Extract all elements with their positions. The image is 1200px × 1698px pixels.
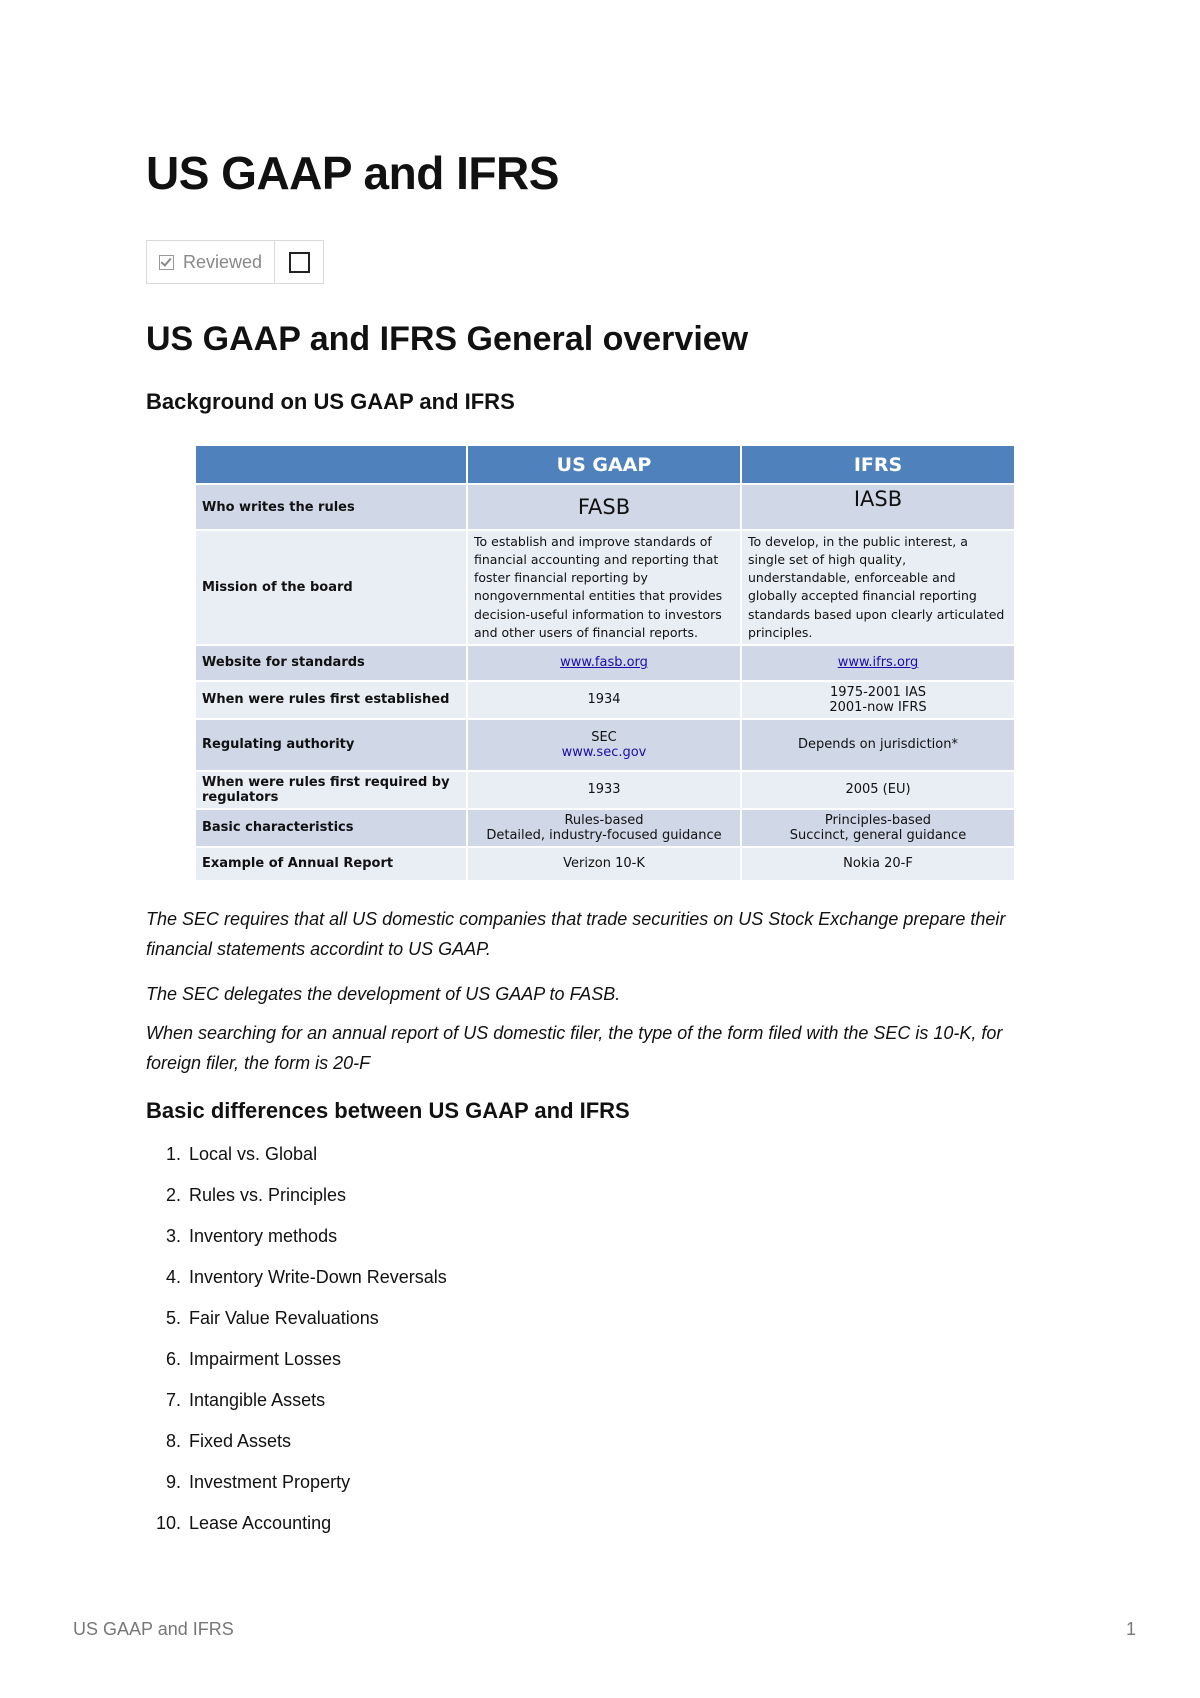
row-label: When were rules first established [195,681,467,719]
paragraph: The SEC requires that all US domestic companies that trade securities on US Stock Exchange prepare their financial statements accordint to US GAAP. [146,909,1006,959]
list-item: 8. Fixed Assets [165,1431,292,1451]
ifrs-cell [741,645,1015,681]
fasb-link[interactable]: www.fasb.org [560,655,648,671]
list-item-text: Intangible Assets [189,1390,326,1410]
row-label: Example of Annual Report [195,847,467,881]
list-item: 6. Impairment Losses [165,1349,342,1369]
list-item-text: Fair Value Revaluations [189,1308,379,1328]
gaap-cell: To establish and improve standards of financial accounting and reporting that foster financial reporting by nongovernmental entities that provides decision-useful information to investors and other users of financial reports. [467,530,741,645]
row-label: Mission of the board [195,530,467,645]
table-row [195,809,1015,847]
table-row [195,847,1015,881]
ifrs-cell: Nokia 20-F [741,847,1015,881]
comparison-table [194,444,1016,882]
gaap-cell [467,719,741,771]
reviewed-checkbox[interactable] [275,241,323,283]
list-item: 2. Rules vs. Principles [165,1185,347,1205]
list-item-text: Fixed Assets [189,1431,292,1451]
row-label: Regulating authority [195,719,467,771]
gaap-cell-line: SEC [591,729,617,745]
paragraph: The SEC delegates the development of US GAAP to FASB. [146,984,621,1004]
table-row [195,484,1015,530]
row-label: Basic characteristics [195,809,467,847]
list-item-text: Rules vs. Principles [189,1185,347,1205]
differences-list [146,1134,447,1544]
table-row [195,530,1015,645]
ifrs-cell-line: 2001-now IFRS [829,699,927,715]
row-label: When were rules first required by regulators [195,771,467,809]
reviewed-label: Reviewed [183,251,263,272]
table-row [195,645,1015,681]
list-item: 4. Inventory Write-Down Reversals [165,1267,447,1287]
table-row [195,771,1015,809]
list-item-text: Inventory methods [189,1226,338,1246]
list-item: 1. Local vs. Global [165,1144,318,1164]
list-item: 7. Intangible Assets [165,1390,326,1410]
sec-link[interactable]: www.sec.gov [561,744,647,760]
list-item-text: Lease Accounting [189,1513,332,1533]
ifrs-cell [741,809,1015,847]
gaap-cell: 1934 [467,681,741,719]
reviewed-property [146,240,324,284]
gaap-cell [467,645,741,681]
header-cell-blank [195,445,467,484]
table-row [195,681,1015,719]
header-cell-us-gaap: US GAAP [467,445,741,484]
list-item-text: Local vs. Global [189,1144,318,1164]
ifrs-cell-line: 1975-2001 IAS [830,684,926,700]
list-item: 9. Investment Property [165,1472,351,1492]
ifrs-cell-line: Principles-based [824,812,932,828]
table-header-row [195,445,1015,484]
list-item: 5. Fair Value Revaluations [165,1308,379,1328]
gaap-cell [467,809,741,847]
ifrs-cell: To develop, in the public interest, a single set of high quality, understandable, enforceable and globally accepted financial reporting standards based upon clearly articulated principles. [741,530,1015,645]
checkbox-icon [159,255,174,270]
header-cell-ifrs: IFRS [741,445,1015,484]
ifrs-link[interactable]: www.ifrs.org [837,655,919,671]
ifrs-cell [741,681,1015,719]
gaap-cell-line: Detailed, industry-focused guidance [486,827,722,843]
gaap-cell: 1933 [467,771,741,809]
gaap-cell: FASB [467,484,741,530]
background-heading: Background on US GAAP and IFRS [146,389,515,414]
gaap-cell-line: Rules-based [564,812,644,828]
reviewed-label-cell [147,241,275,283]
ifrs-cell: 2005 (EU) [741,771,1015,809]
section-heading: US GAAP and IFRS General overview [146,320,749,358]
footer-title: US GAAP and IFRS [73,1619,234,1639]
ifrs-cell-line: Succinct, general guidance [789,827,967,843]
ifrs-cell: IASB [741,484,1015,530]
list-item-text: Investment Property [189,1472,351,1492]
page-title: US GAAP and IFRS [146,147,559,199]
list-item-text: Inventory Write-Down Reversals [189,1267,447,1287]
row-label: Who writes the rules [195,484,467,530]
paragraph: When searching for an annual report of US domestic filer, the type of the form filed with the SEC is 10-K, for foreign filer, the form is 20-F [146,1023,1003,1073]
ifrs-cell: Depends on jurisdiction* [741,719,1015,771]
gaap-cell: Verizon 10-K [467,847,741,881]
checkbox-square-icon [289,252,310,273]
differences-heading: Basic differences between US GAAP and IFRS [146,1098,630,1123]
list-item: 3. Inventory methods [165,1226,338,1246]
row-label: Website for standards [195,645,467,681]
page-number: 1 [1125,1619,1136,1639]
table-row [195,719,1015,771]
list-item: 10. Lease Accounting [155,1513,332,1533]
list-item-text: Impairment Losses [189,1349,342,1369]
